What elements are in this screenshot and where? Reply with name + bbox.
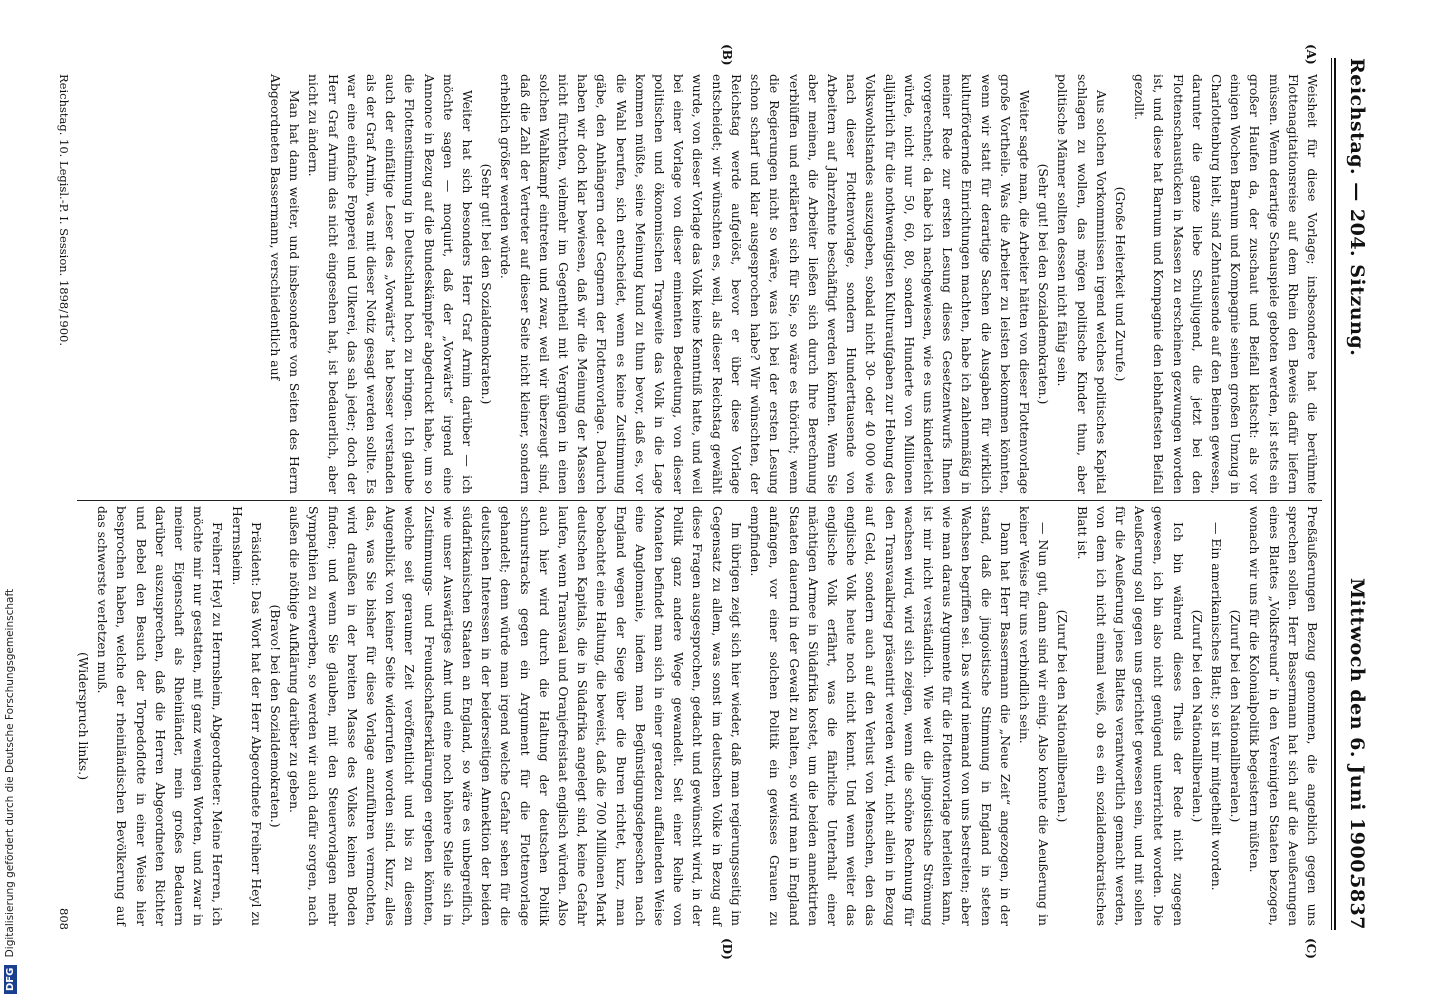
footer-session-info: Reichstag. 10. Legisl.-P. I. Session. 1898/1900. [57, 74, 71, 347]
interjection: (Sehr gut! bei den Sozialdemokraten.) [1036, 163, 1052, 405]
header-rule-thin [1331, 58, 1332, 930]
page-date-line [1338, 58, 1372, 930]
right-column [74, 506, 1322, 926]
margin-mark-d: (D) [720, 938, 734, 960]
paragraph: Ich bin während dieses Theils der Rede nicht zugegen gewesen, ich bin also nicht genügend unterrichtet worden. Die Aeußerung soll gegen uns gerichtet gewesen sein, und mit sollen für die Aeußerung jenes Blattes verantwortlich gemacht werden, von dem ich nicht einmal weiß, ob es ein sozialdemokratisches Blatt ist. [1074, 506, 1186, 926]
dfg-logo: DFG [4, 965, 17, 994]
session-date: Mittwoch den 6. Juni 1900. [1346, 578, 1368, 881]
paragraph: Im übrigen zeigt sich hier wieder, daß man regierungsseitig im Gegensatz zu allem, was sonst im deutschen Volke in Bezug auf diese Fragen ausgesprochen, gedacht und gewünscht wird, in der Politik ganz andere Wege gewandelt. Seit einer Reihe von Monaten befindet man sich in einer geradezu auffallenden Weise eine Anglomanie, indem man Begünstigungsdepeschen nach England wegen der Siege über die Buren richtet, kurz, man beobachtet eine Haltung, die beweist, daß die 700 Millionen Mark deutschen Kapitals, die in Südafrika angelegt sind, keine Gefahr laufen, wenn Transvaal und Oranjefreistaat englisch würden. Also auch hier wird durch die Haltung der deutschen Politik schnurstracks gegen ein Argument für die Flottenvorlage gehandelt; denn würde man irgend welche Gefahr sehen für die deutschen Interessen in der beiderseitigen Annektion der beiden südafrikanischen Staaten an England, so wäre es unbegreiflich, wie unser Auswärtiges Amt und eine noch höhere Stelle sich in Zustimmungs- und Freundschaftserklärungen ergehen könnten, welche seit geraumer Zeit veröffentlicht und bis zu diesem Augenblick von keiner Seite widerrufen worden sind. Kurz, alles das, was Sie bisher für diese Vorlage anzuführen vermochten, wird draußen in der breiten Masse des Volkes keinen Boden finden; und wenn Sie glauben, mit den Steuervorlagen mehr Sympathien zu erwerben, so werden wir auch dafür sorgen, nach außen die nöthige Aufklärung darüber zu geben. [287, 506, 744, 926]
paragraph: — Ein amerikanisches Blatt; so ist mir mitgetheilt worden. [1208, 522, 1224, 891]
interjection: (Zuruf bei den Nationalliberalen.) [1189, 609, 1205, 823]
interjection: (Widerspruch links.) [76, 651, 91, 781]
footer-sheet-number: 808 [57, 908, 71, 930]
paragraph: Weiter hat sich besonders Herr Graf Arnim darüber — ich möchte sagen — moquirt, daß der „Vorwärts“ irgend eine Annonce in Bezug auf die Bundeskämpfer abgedruckt habe, um so die Flottenstimmung in Deutschland hoch zu bringen. Ich glaube auch der einfältige Leser des „Vorwärts“ hat besser verstanden als der Graf Arnim, was mit dieser Notiz gesagt werden sollte. Es war eine einfache Fopperei und Ulkerei, das sah jeder; doch der Herr Graf Arnim das nicht eingesehen hat, ist bedauerlich, aber nicht zu ändern. [306, 74, 476, 494]
digitization-sidebar [0, 0, 20, 1000]
margin-mark-c: (C) [1304, 938, 1318, 959]
interjection: (Bravo! bei den Sozialdemokraten.) [268, 604, 284, 828]
interjection: (Zuruf bei den Nationalliberalen.) [1228, 609, 1244, 823]
margin-mark-b: (B) [720, 44, 734, 66]
column-divider [77, 500, 1322, 501]
paragraph: Aus solchen Vorkommnissen irgend welches politisches Kapital schlagen zu wollen, das mögen politische Kinder thun, aber politische Männer sollten dessen nicht fähig sein. [1055, 74, 1109, 494]
digitization-note-line [0, 0, 20, 1000]
margin-mark-a: (A) [1304, 44, 1318, 65]
speaker-paragraph: Präsident: Das Wort hat der Herr Abgeordnete Freiherr Heyl zu Herrnsheim. [229, 506, 264, 926]
left-column [266, 74, 1322, 494]
digitization-note: Digitalisierung gefördert durch die Deutsche Forschungsgemeinschaft [4, 588, 16, 958]
interjection: (Sehr gut! bei den Sozialdemokraten.) [479, 163, 495, 405]
paragraph: Dann hat Herr Bassermann die „Neue Zeit“ angezogen, in der stand, daß die jingoistische Stimmung in England in steten Wachsen begriffen sei. Das wird niemand von uns bestreiten; aber wie man daraus Argumente für die Flottenvorlage herleiten kann, ist mir nicht verständlich. Wie weit die jingoistische Strömung wachsen wird, wird sich zeigen, wenn die schöne Rechnung für den Transvaalkrieg präsentirt werden wird, nicht allein in Bezug auf Geld, sondern auch auf den Verlust von Menschen, den das englische Volk heute noch nicht kennt. Und wenn weiter das englische Volk erfährt, was die fährliche Unterhalt einer mächtigen Armee in Südafrika kostet, um die beiden annektirten Staaten dauernd in der Gewalt zu halten, so wird man in England anfangen, vor einer solchen Politik ein gewisses Grauen zu empfinden. [748, 506, 1013, 926]
paragraph: Man hat dann weiter, und insbesondere von Seiten des Herrn Abgeordneten Bassermann, verschiedentlich auf [268, 74, 303, 494]
paragraph: Weiter sagte man, die Arbeiter hätten von dieser Flottenvorlage große Vortheile. Was die Arbeiter zu leisten bekommen könnten, wenn wir statt für derartige Sachen die Ausgaben für wirklich kulturfördernde Einrichtungen machten, habe ich zahlenmäßig in meiner Rede zur ersten Lesung dieses Gesetzentwurfs Ihnen vorgerechnet; da habe ich nachgewiesen, wie es uns kinderleicht würde, nicht nur 50, 60, 80, sondern Hunderte von Millionen alljährlich für die nothwendigsten Kulturaufgaben zur Hebung des Volkswohlstandes auszugeben, sobald nicht 30- oder 40 000 wie nach dieser Flottenvorlage, sondern Hunderttausende von Arbeitern auf Jahrzehnte beschäftigt werden könnten. Wenn Sie aber meinen, die Arbeiter ließen sich durch Ihre Berechnung verblüffen und erklärten sich für Sie, so wäre es thöricht; wenn die Regierungen nicht so wäre, was ich bei der ersten Lesung schon scharf und klar ausgesprochen habe? Wir wünschten, der Reichstag werde aufgelöst, bevor er über diese Vorlage entscheidet; wir wünschten es, weil, als dieser Reichstag gewählt wurde, von dieser Vorlage das Volk keine Kenntniß hatte, und weil bei einer Vorlage von dieser eminenten Bedeutung, von dieser politischen und ökonomischen Tragweite das Volk in die Lage kommen müßte, seine Meinung kund zu thun bevor, daß es, vor die Wahl berufen, sich entscheidet, wenn es keine Zustimmung gäbe, den Anhängern oder Gegnern der Flottenvorlage. Dadurch haben wir doch klar bewiesen, daß wir die Meinung der Massen nicht fürchten, vielmehr im Gegentheil mit Vergnügen in einen solchen Wahlkampf eintreten und zwar, weil wir überzeugt sind, daß die Zahl der Vertreter auf dieser Seite nicht kleiner, sondern erheblich größer werden würde. [498, 74, 1032, 494]
header-rule [1334, 58, 1336, 930]
interjection: (Große Heiterkeit und Zurufe.) [1112, 186, 1128, 382]
paragraph: Weisheit für diese Vorlage; insbesondere hat die berühmte Flottenagitationsreise auf dem Rhein den Beweis dafür liefern müssen. Wenn derartige Schauspiele geboten werden, ist stets ein großer Haufen da, der zuschaut und Beifall klatscht: als vor einigen Wochen Barnum und Kompagnie seinen großen Umzug in Charlottenburg hielt, sind Zehntausende auf den Beinen gewesen, darunter die ganze liebe Schuljugend, die jetzt bei den Flottenschaustücken in Massen zu erscheinen gezwungen worden ist, und diese hat Barnum und Kompagnie den lebhaftesten Beifall gezollt. [1132, 74, 1320, 494]
page-number: 5837 [1346, 875, 1368, 930]
paragraph: Preßäußerungen Bezug genommen, die angeblich gegen uns sprechen sollen. Herr Bassermann hat sich auf die Aeußerungen eines Blattes „Volksfreund“ in den Vereinigten Staaten bezogen, wonach wir uns für die Kolonialpolitik begeistern müßten. [1247, 506, 1320, 926]
running-title: Reichstag. — 204. Sitzung. [1346, 58, 1368, 357]
paragraph: — Nun gut, dann sind wir einig. Also konnte die Aeußerung in keiner Weise für uns verbindlich sein. [1016, 506, 1052, 926]
interjection: (Zuruf bei den Nationalliberalen.) [1055, 609, 1071, 823]
speaker-paragraph: Freiherr Heyl zu Herrnsheim, Abgeordneter: Meine Herren, ich möchte mir nur gestatten, mit ganz wenigen Worten, und zwar in meiner Eigenschaft als Rheinländer, mein großes Bedauern darüber auszusprechen, daß die Herren Abgeordneten Richter und Bebel den Besuch der Torpedoflotte in einer Weise hier besprochen haben, welche der rheinländischen Bevölkerung auf das schwerste verletzen muß. [95, 506, 226, 926]
